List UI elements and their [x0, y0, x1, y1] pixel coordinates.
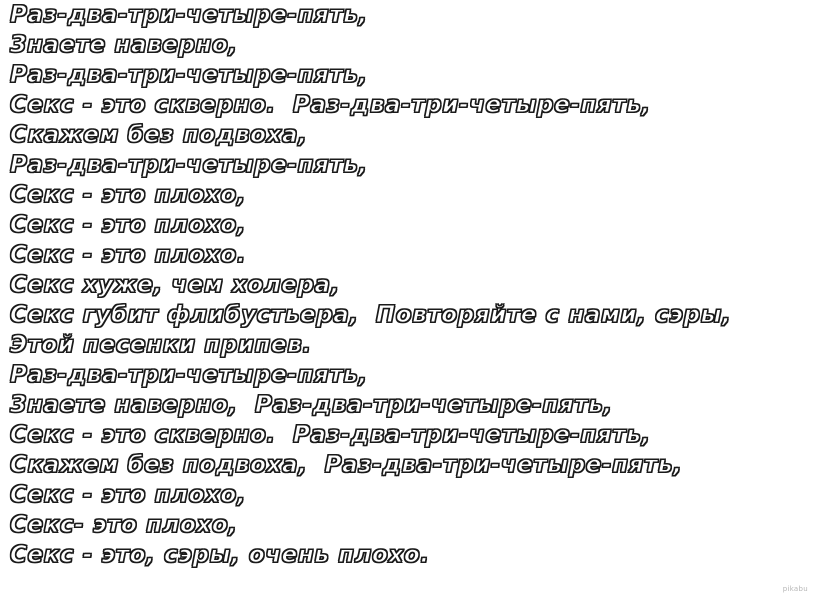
- lyrics-line: Секс- это плохо,: [10, 512, 238, 538]
- lyrics-line: Скажем без подвоха,: [10, 122, 308, 148]
- lyrics-block: [10, 0, 804, 570]
- lyrics-line: Скажем без подвоха, Раз-два-три-четыре-пять,: [10, 452, 683, 478]
- lyrics-line: Секс - это, сэры, очень плохо.: [10, 542, 430, 568]
- lyrics-line: Секс - это плохо.: [10, 242, 247, 268]
- lyrics-line: Секс - это скверно. Раз-два-три-четыре-пять,: [10, 422, 651, 448]
- lyrics-line: Раз-два-три-четыре-пять,: [10, 362, 368, 388]
- lyrics-line: Секс губит флибустьера, Повторяйте с нами, сэры,: [10, 302, 732, 328]
- lyrics-line: Секс - это плохо,: [10, 212, 247, 238]
- lyrics-line: Секс - это плохо,: [10, 482, 247, 508]
- lyrics-line: Знаете наверно, Раз-два-три-четыре-пять,: [10, 392, 613, 418]
- lyrics-line: Этой песенки припев.: [10, 332, 312, 358]
- lyrics-line: Секс хуже, чем холера,: [10, 272, 340, 298]
- lyrics-line: Раз-два-три-четыре-пять,: [10, 152, 368, 178]
- watermark-label: pikabu: [782, 585, 808, 593]
- lyrics-line: Секс - это плохо,: [10, 182, 247, 208]
- lyrics-line: Знаете наверно,: [10, 32, 238, 58]
- lyrics-line: Раз-два-три-четыре-пять,: [10, 62, 368, 88]
- lyrics-line: Раз-два-три-четыре-пять,: [10, 2, 368, 28]
- lyrics-line: Секс - это скверно. Раз-два-три-четыре-пять,: [10, 92, 651, 118]
